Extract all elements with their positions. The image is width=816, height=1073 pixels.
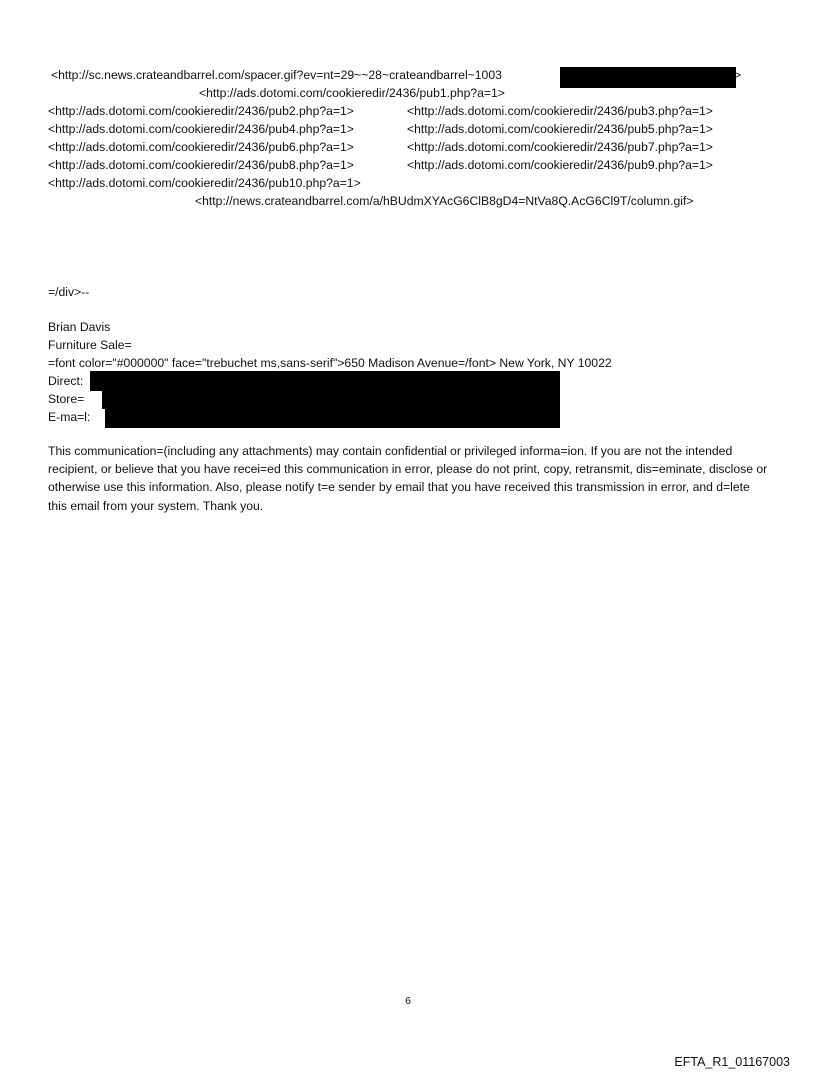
pub9-link: <http://ads.dotomi.com/cookieredir/2436/pub9.php?a=1> [407, 158, 713, 172]
pub7-link: <http://ads.dotomi.com/cookieredir/2436/pub7.php?a=1> [407, 140, 713, 154]
pub2-link: <http://ads.dotomi.com/cookieredir/2436/pub2.php?a=1> [48, 104, 354, 118]
pub3-link: <http://ads.dotomi.com/cookieredir/2436/pub3.php?a=1> [407, 104, 713, 118]
pub8-link: <http://ads.dotomi.com/cookieredir/2436/pub8.php?a=1> [48, 158, 354, 172]
pub10-link: <http://ads.dotomi.com/cookieredir/2436/pub10.php?a=1> [48, 176, 361, 190]
div-close-text: =/div>-- [48, 285, 90, 299]
signature-address: =font color="#000000" face="trebuchet ms,sans-serif">650 Madison Avenue=/font> New York, NY 10022 [48, 356, 612, 370]
page-number: 6 [405, 995, 411, 1007]
bates-number: EFTA_R1_01167003 [674, 1055, 790, 1069]
confidentiality-disclaimer: This communication=(including any attachments) may contain confidential or privileged informa=ion. If you are not the intended recipient, or believe that you have recei=ed this communication in error, please do not print, copy, retransmit, dis=eminate, disclose or otherwise use this information. Also, please notify t=e sender by email that you have received this transmission in error, and d=lete this email from your system. Thank you. [48, 444, 768, 513]
signature-title: Furniture Sale= [48, 338, 132, 352]
store-label: Store= [48, 392, 85, 406]
signature-name: Brian Davis [48, 320, 111, 334]
column-gif-link: <http://news.crateandbarrel.com/a/hBUdmXYAcG6ClB8gD4=NtVa8Q.AcG6Cl9T/column.gif> [195, 194, 694, 208]
spacer-link-end: > [734, 68, 742, 82]
pub5-link: <http://ads.dotomi.com/cookieredir/2436/pub5.php?a=1> [407, 122, 713, 136]
redaction-block [105, 407, 560, 428]
redaction-block [90, 371, 560, 391]
pub4-link: <http://ads.dotomi.com/cookieredir/2436/pub4.php?a=1> [48, 122, 354, 136]
pub6-link: <http://ads.dotomi.com/cookieredir/2436/pub6.php?a=1> [48, 140, 354, 154]
spacer-link: <http://sc.news.crateandbarrel.com/spacer.gif?ev=nt=29~~28~crateandbarrel~1003 [51, 68, 502, 82]
redaction-block [102, 389, 560, 409]
pub1-link: <http://ads.dotomi.com/cookieredir/2436/pub1.php?a=1> [199, 86, 505, 100]
email-label: E-ma=l: [48, 410, 91, 424]
direct-label: Direct: [48, 374, 84, 388]
redaction-block [560, 67, 736, 88]
